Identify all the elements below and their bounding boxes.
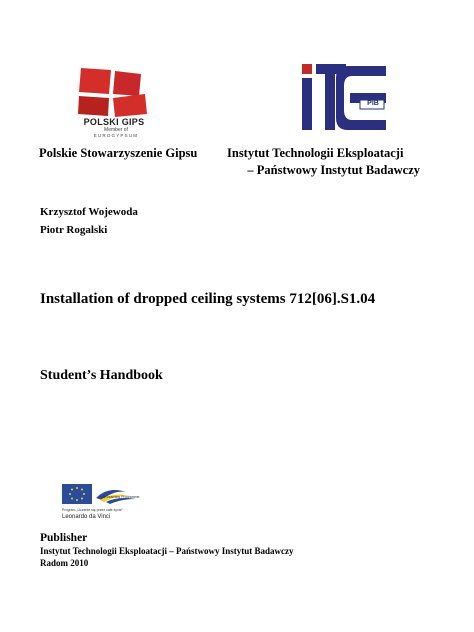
org-itee-line1: Instytut Technologii Eksploatacji — [227, 146, 404, 160]
publisher-name: Instytut Technologii Eksploatacji – Państwowy Instytut Badawczy — [40, 546, 294, 556]
itee-pib-label: PIB — [367, 100, 379, 107]
itee-logo — [300, 62, 390, 134]
document-title: Installation of dropped ceiling systems 712[06].S1.04 — [40, 291, 376, 307]
programme-text: Program „Uczenie się przez całe życie” — [62, 508, 123, 512]
org-itee-line2: – Państwowy Instytut Badawczy — [247, 163, 420, 177]
org-polskie-stowarzyszenie-gipsu: Polskie Stowarzyszenie Gipsu — [39, 146, 198, 160]
author-1: Krzysztof Wojewoda — [40, 206, 138, 218]
leonardo-da-vinci-text: Leonardo da Vinci — [62, 514, 111, 520]
polski-gips-member-of: Member of — [104, 127, 128, 133]
polski-gips-eurogypsum: EUROGYPSUM — [93, 133, 139, 138]
publisher-place-year: Radom 2010 — [40, 558, 89, 568]
polski-gips-name: POLSKI GIPS — [83, 117, 145, 127]
llp-text: Life Learning Programme — [100, 495, 140, 499]
publisher-heading: Publisher — [40, 532, 88, 544]
itee-logo-mark — [300, 62, 390, 134]
author-2: Piotr Rogalski — [40, 224, 108, 236]
document-subtitle: Student’s Handbook — [40, 368, 163, 383]
